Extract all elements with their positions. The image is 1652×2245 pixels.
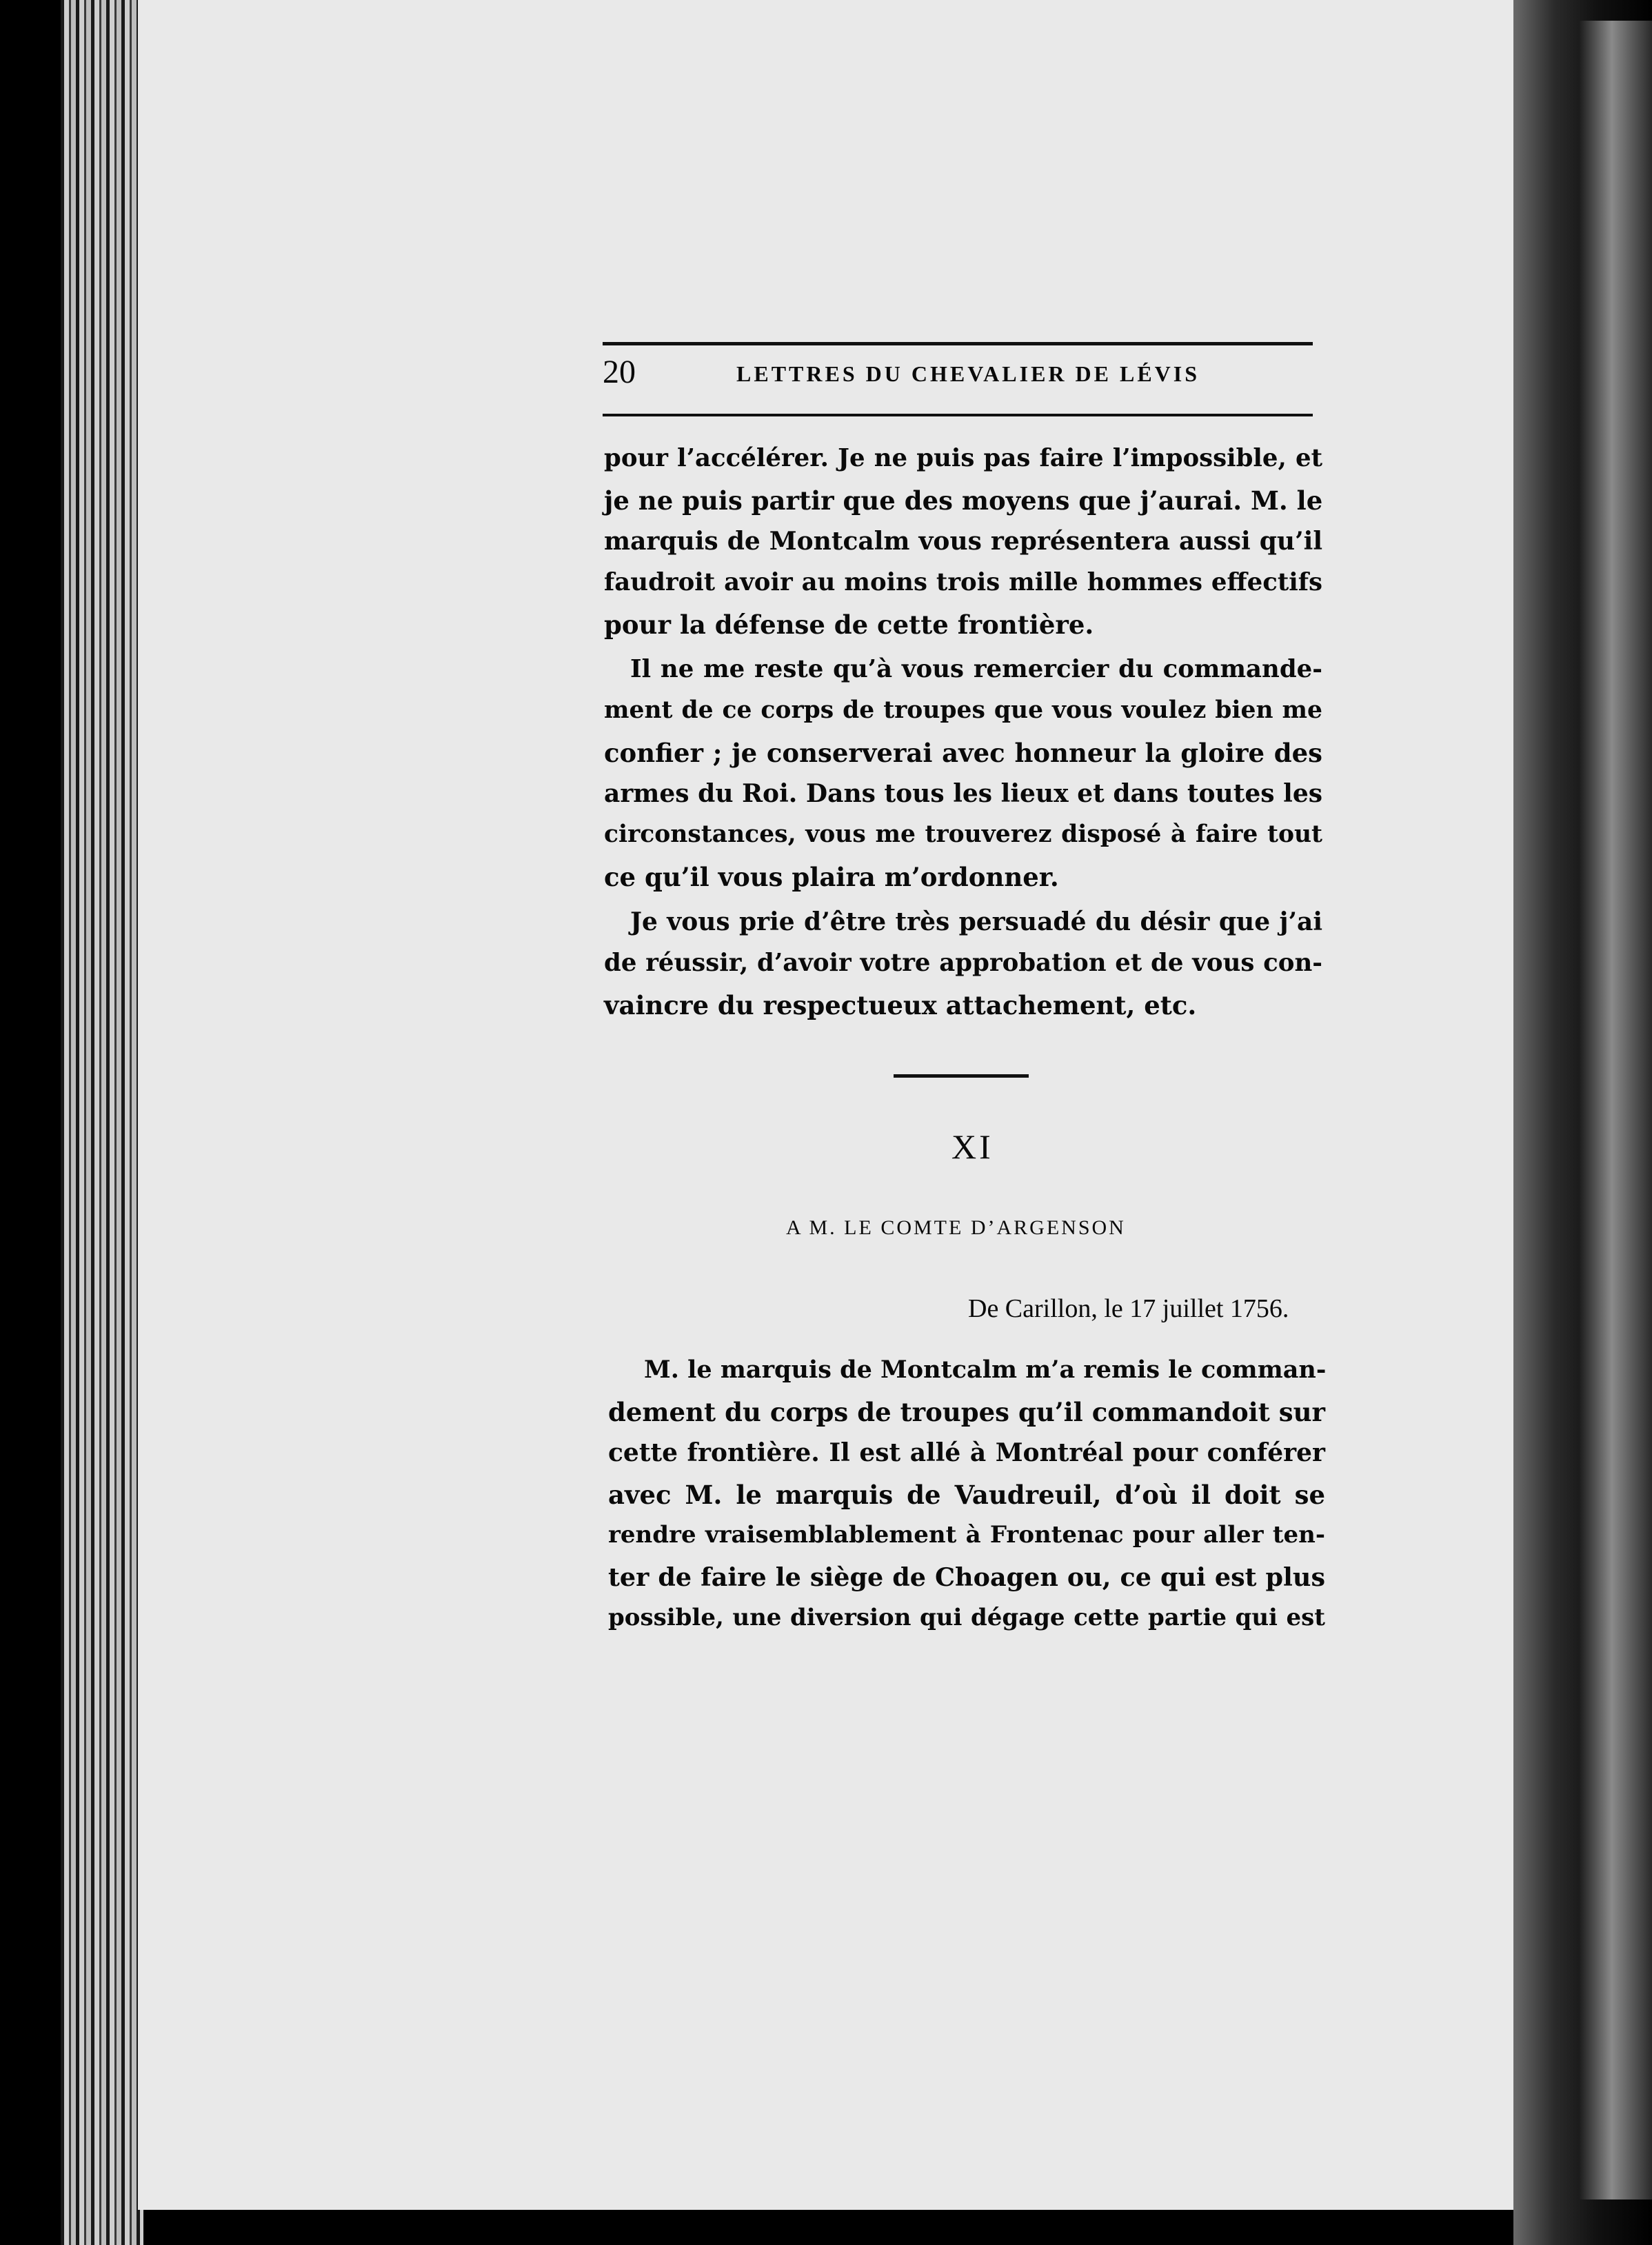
running-title: LETTRES DU CHEVALIER DE LÉVIS xyxy=(736,361,1200,386)
text-line: possible, une diversion qui dégage cette partie qui est xyxy=(608,1604,1325,1631)
text-line: avec M. le marquis de Vaudreuil, d’où il doit se xyxy=(608,1480,1325,1510)
text-line: faudroit avoir au moins trois mille hommes effectifs xyxy=(604,568,1322,596)
text-line: marquis de Montcalm vous représentera aussi qu’il xyxy=(604,527,1322,556)
text-line: armes du Roi. Dans tous les lieux et dans toutes les xyxy=(604,779,1322,808)
text-line: vaincre du respectueux attachement, etc. xyxy=(604,990,1197,1020)
text-line: M. le marquis de Montcalm m’a remis le comman- xyxy=(644,1356,1327,1384)
text-line: ce qu’il vous plaira m’ordonner. xyxy=(604,862,1059,892)
text-line: je ne puis partir que des moyens que j’aurai. M. le xyxy=(604,485,1323,516)
section-separator xyxy=(894,1074,1029,1078)
text-line: ter de faire le siège de Choagen ou, ce qui est plus xyxy=(608,1562,1325,1592)
text-line: Je vous prie d’être très persuadé du désir que j’ai xyxy=(630,907,1322,936)
book-page xyxy=(138,0,1513,2210)
text-line: confier ; je conserverai avec honneur la gloire des xyxy=(604,738,1322,768)
text-line: pour l’accélérer. Je ne puis pas faire l’impossible, et xyxy=(604,444,1322,472)
text-line: circonstances, vous me trouverez disposé à faire tout xyxy=(604,821,1322,848)
text-line: cette frontière. Il est allé à Montréal pour conférer xyxy=(608,1438,1325,1467)
binding-shadow xyxy=(1579,21,1652,2199)
header-top-rule xyxy=(603,342,1313,345)
text-line: pour la défense de cette frontière. xyxy=(604,610,1094,640)
text-line: dement du corps de troupes qu’il commandoit sur xyxy=(608,1397,1325,1427)
letter-addressee: A M. LE COMTE D’ARGENSON xyxy=(786,1216,1126,1239)
text-line: de réussir, d’avoir votre approbation et de vous con- xyxy=(604,949,1322,977)
text-line: rendre vraisemblablement à Frontenac pour aller ten- xyxy=(608,1521,1325,1549)
page-number: 20 xyxy=(603,354,636,390)
page-stack-edges xyxy=(61,0,143,2245)
text-line: ment de ce corps de troupes que vous voulez bien me xyxy=(604,696,1322,724)
text-line: Il ne me reste qu’à vous remercier du commande- xyxy=(630,655,1322,683)
header-bottom-rule xyxy=(603,414,1313,416)
page-header xyxy=(603,353,1311,408)
letter-number: XI xyxy=(951,1127,994,1166)
letter-dateline: De Carillon, le 17 juillet 1756. xyxy=(968,1294,1289,1323)
